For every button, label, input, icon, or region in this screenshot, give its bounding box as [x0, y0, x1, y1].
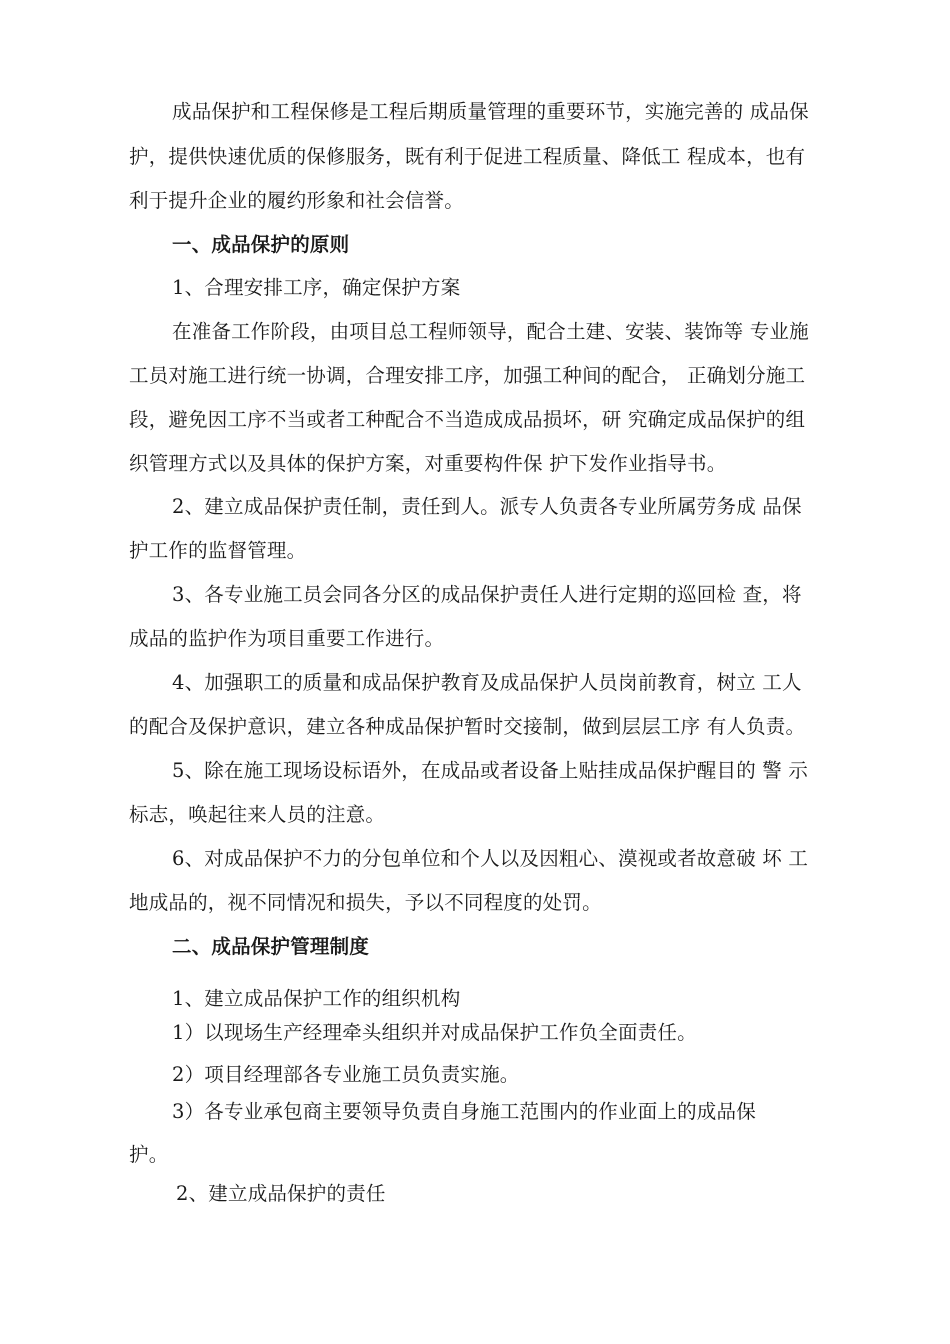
- item-1-title: 1、合理安排工序，确定保护方案: [172, 276, 461, 299]
- subsection-1-item-3-line-2: 护。: [129, 1143, 169, 1166]
- intro-paragraph-line-1: 成品保护和工程保修是工程后期质量管理的重要环节，实施完善的 成品保: [172, 100, 809, 123]
- intro-paragraph-line-3: 利于提升企业的履约形象和社会信誉。: [129, 189, 464, 212]
- item-3-line-1: 3、各专业施工员会同各分区的成品保护责任人进行定期的巡回检 查，将: [172, 583, 802, 606]
- item-4-line-2: 的配合及保护意识，建立各种成品保护暂时交接制，做到层层工序 有人负责。: [129, 715, 806, 738]
- item-1-paragraph-line-1: 在准备工作阶段，由项目总工程师领导，配合土建、安装、装饰等 专业施: [172, 320, 809, 343]
- intro-paragraph-line-2: 护，提供快速优质的保修服务，既有利于促进工程质量、降低工 程成本，也有: [129, 145, 806, 168]
- item-1-paragraph-line-3: 段，避免因工序不当或者工种配合不当造成成品损坏，研 究确定成品保护的组: [129, 408, 806, 431]
- subsection-1-item-3-line-1: 3）各专业承包商主要领导负责自身施工范围内的作业面上的成品保: [172, 1100, 756, 1123]
- item-4-line-1: 4、加强职工的质量和成品保护教育及成品保护人员岗前教育，树立 工人: [172, 671, 802, 694]
- item-1-paragraph-line-2: 工员对施工进行统一协调，合理安排工序，加强工种间的配合， 正确划分施工: [129, 364, 806, 387]
- section-heading-1: 一、成品保护的原则: [172, 233, 350, 256]
- item-5-line-2: 标志，唤起往来人员的注意。: [129, 803, 386, 826]
- item-6-line-2: 地成品的，视不同情况和损失，予以不同程度的处罚。: [129, 891, 602, 914]
- subsection-2-title: 2、建立成品保护的责任: [176, 1182, 386, 1205]
- item-1-paragraph-line-4: 织管理方式以及具体的保护方案，对重要构件保 护下发作业指导书。: [129, 452, 727, 475]
- subsection-1-title: 1、建立成品保护工作的组织机构: [172, 987, 461, 1010]
- item-6-line-1: 6、对成品保护不力的分包单位和个人以及因粗心、漠视或者故意破 坏 工: [172, 847, 809, 870]
- section-heading-2: 二、成品保护管理制度: [172, 935, 370, 958]
- item-3-line-2: 成品的监护作为项目重要工作进行。: [129, 627, 445, 650]
- subsection-1-item-1: 1）以现场生产经理牵头组织并对成品保护工作负全面责任。: [172, 1021, 697, 1044]
- item-5-line-1: 5、除在施工现场设标语外，在成品或者设备上贴挂成品保护醒目的 警 示: [172, 759, 809, 782]
- subsection-1-item-2: 2）项目经理部各专业施工员负责实施。: [172, 1063, 520, 1086]
- item-2-line-2: 护工作的监督管理。: [129, 539, 307, 562]
- item-2-line-1: 2、建立成品保护责任制，责任到人。派专人负责各专业所属劳务成 品保: [172, 495, 802, 518]
